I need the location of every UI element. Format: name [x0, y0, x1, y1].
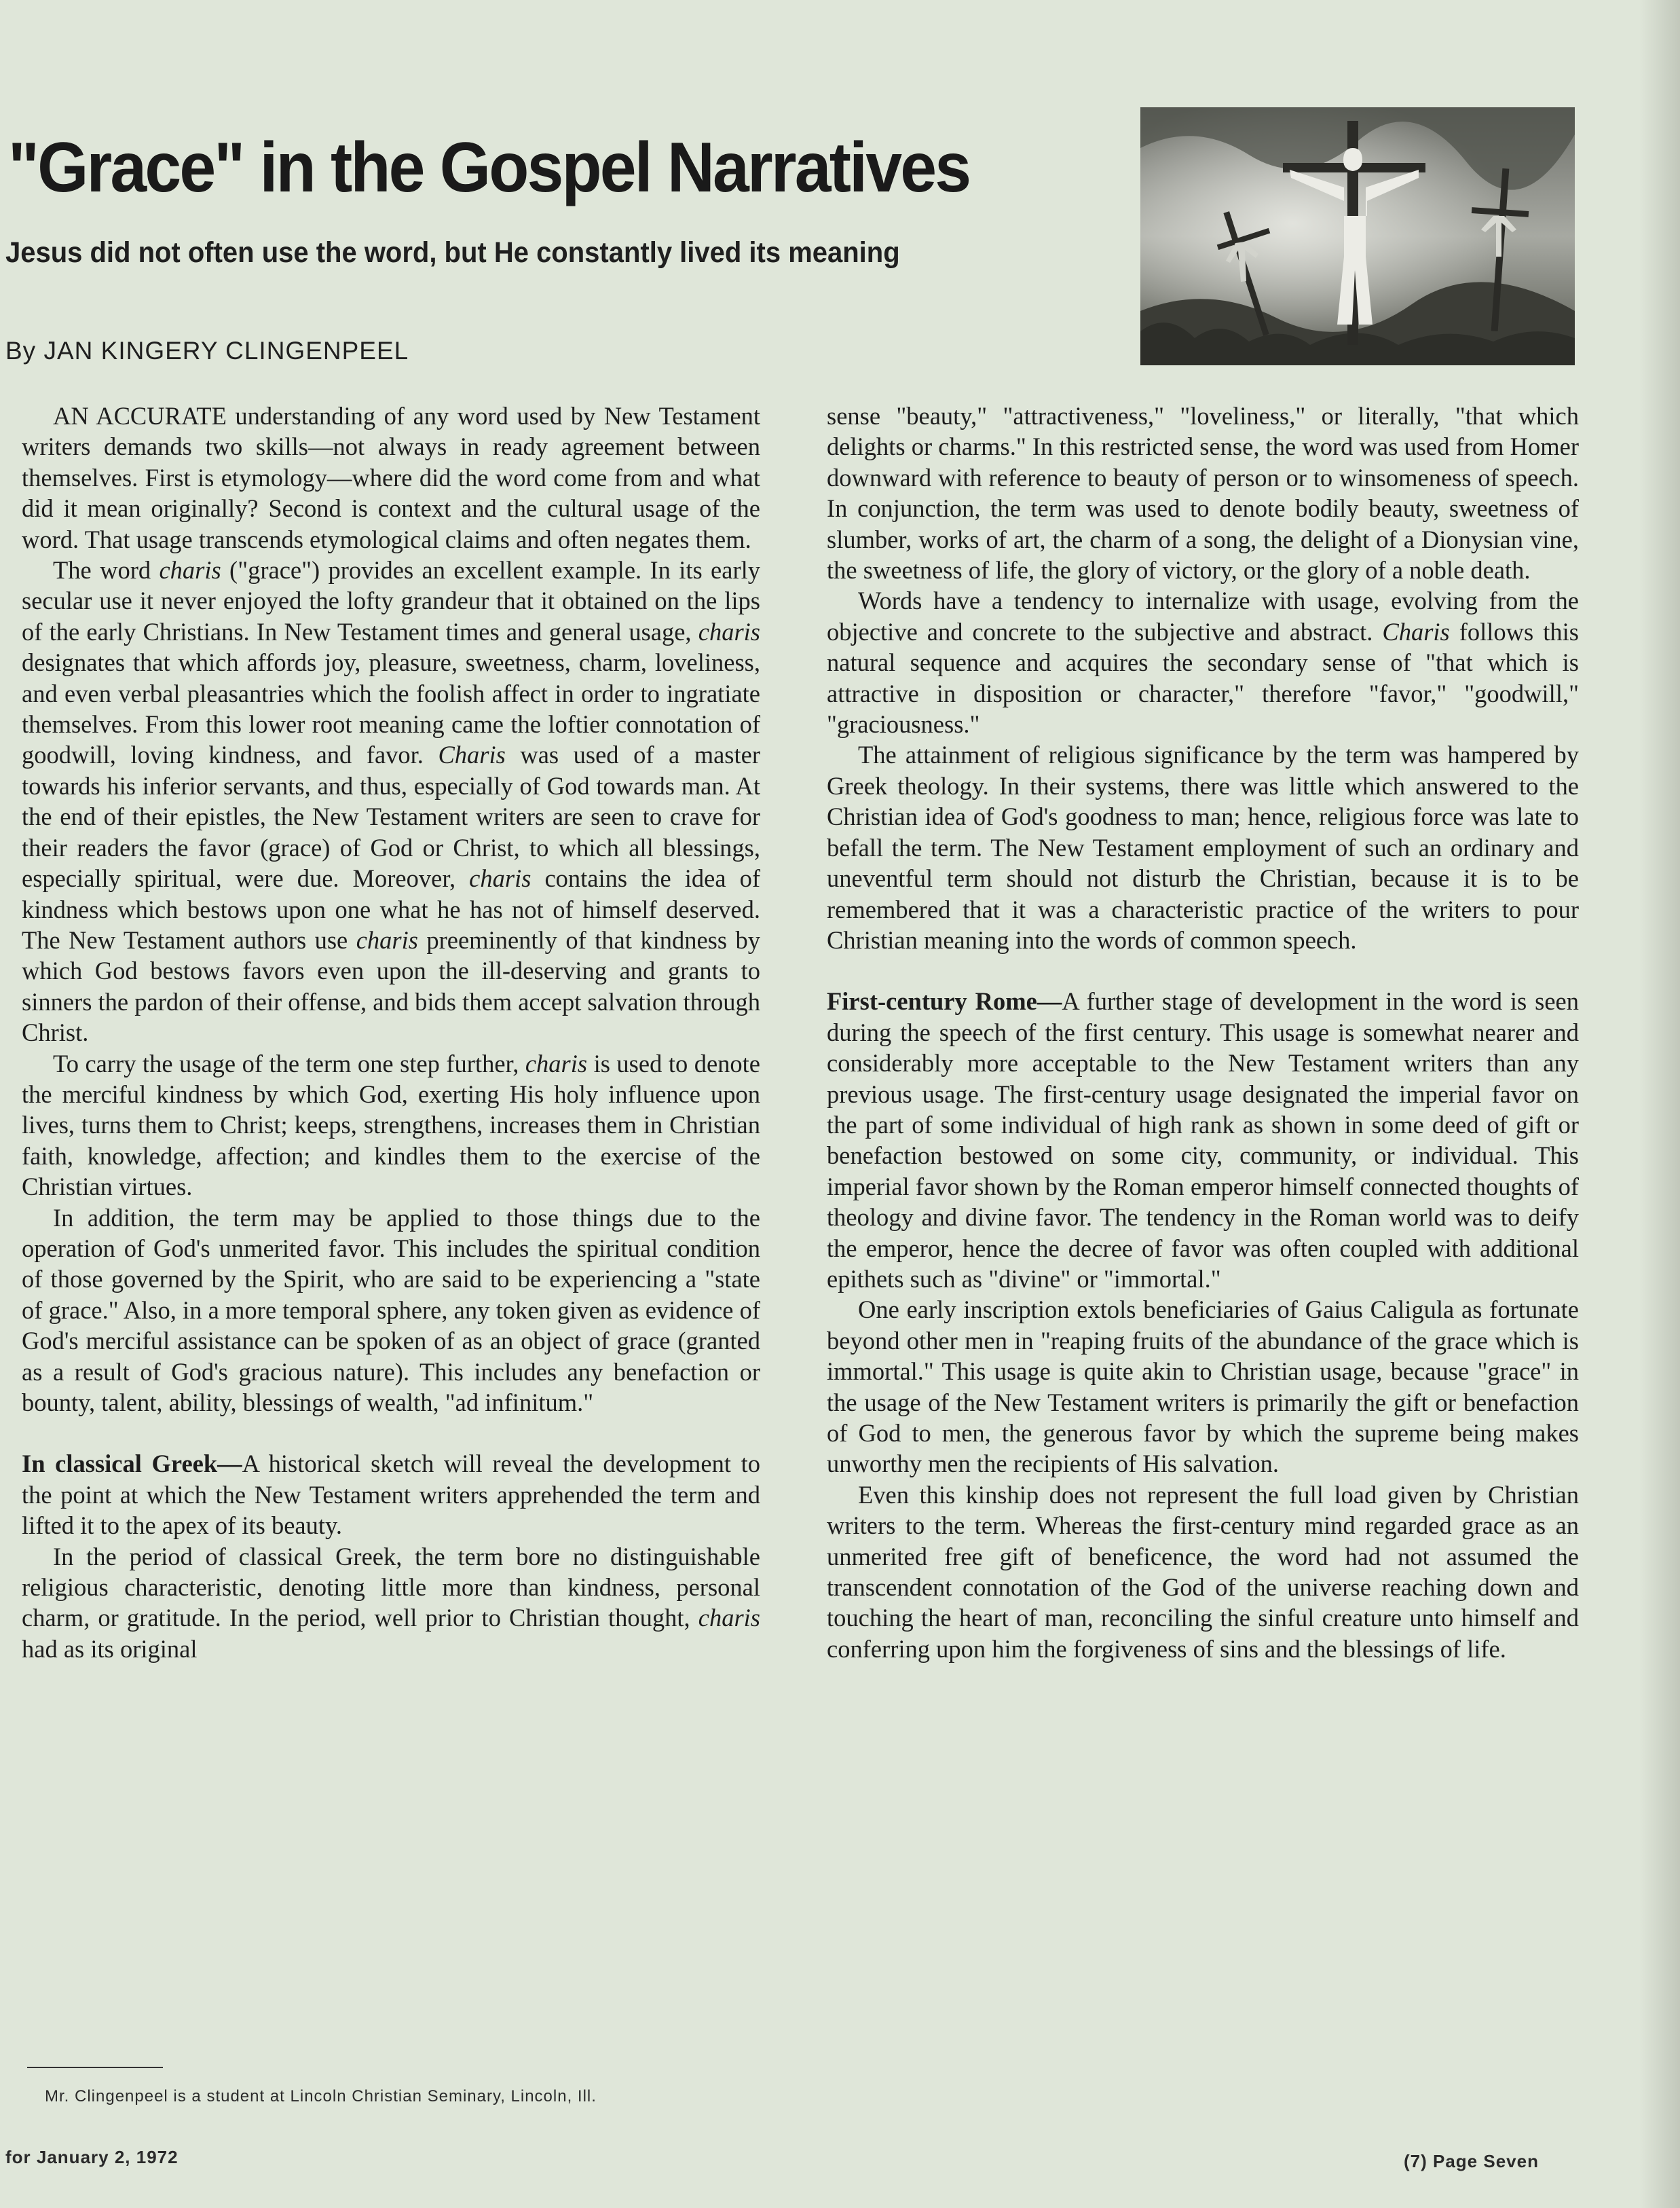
section-paragraph: In classical Greek—A historical sketch will reveal the development to the point at which the New Testament writers apprehended the term and lifted it to the apex of its beauty.: [22, 1450, 760, 1540]
paragraph: In addition, the term may be applied to those things due to the operation of God's unmerited favor. This includes the spiritual condition of those governed by the Spirit, who are said to be experiencing a "state of grace." Also, in a more temporal sphere, any token given as evidence of God's merciful assistance can be spoken of as an object of grace (granted as a result of God's gracious nature). This includes any benefaction or bounty, talent, ability, blessings of wealth, "ad infinitum.": [22, 1203, 760, 1416]
article-byline: By JAN KINGERY CLINGENPEEL: [5, 337, 409, 365]
page-number: (7) Page Seven: [1404, 2151, 1539, 2171]
paragraph: AN ACCURATE understanding of any word used by New Testament writers demands two skills—not always in ready agreement between themselves. First is etymology—where did the word come from and what did it mean originally? Second is context and the cultural usage of the word. That usage transcends etymological claims and often negates them.: [22, 402, 760, 553]
paragraph: The attainment of religious significance by the term was hampered by Greek theology. In their systems, there was little which answered to the Christian idea of God's goodness to man; hence, religious force was late to befall the term. The New Testament employment of such an ordinary and uneventful term should not disturb the Christian, because it is to be remembered that it was a characteristic practice of the writers to pour Christian meaning into the words of common speech.: [827, 741, 1579, 954]
issue-date: for January 2, 1972: [5, 2147, 179, 2167]
section-heading: First-century Rome—: [827, 987, 1062, 1016]
paragraph: Words have a tendency to internalize with usage, evolving from the objective and concrete to the subjective and abstract. Charis follows this natural sequence and acquires the secondary sense of "that which is attractive in disposition or character," therefore "favor," "goodwill," "graciousness.": [827, 587, 1579, 739]
section-heading: In classical Greek—: [22, 1450, 242, 1478]
section-paragraph: First-century Rome—A further stage of development in the word is seen during the speech of the first century. This usage is somewhat nearer and considerably more acceptable to the New Testament writers than any previous usage. The first-century usage designated the imperial favor on the part of some individual of high rank as shown in some deed of gift or benefaction bestowed on some city, community, or individual. This imperial favor shown by the Roman emperor himself connected thoughts of theology and divine favor. The tendency in the Roman world was to deify the emperor, hence the decree of favor was often coupled with additional epithets such as "divine" or "immortal.": [827, 987, 1579, 1293]
paragraph: Even this kinship does not represent the full load given by Christian writers to the term. Whereas the first-century mind regarded grace as an unmerited free gift of beneficence, the word had not assumed the transcendent connotation of the God of the universe reaching down and touching the heart of man, reconciling the sinful creature unto himself and conferring upon him the forgiveness of sins and the blessings of life.: [827, 1480, 1579, 1663]
page-edge-shadow: [1639, 0, 1680, 2208]
paragraph: sense "beauty," "attractiveness," "loveliness," or literally, "that which delights or charms." In this restricted sense, the word was used from Homer downward with reference to beauty of person or to winsomeness of speech. In conjunction, the term was used to denote bodily beauty, sweetness of slumber, works of art, the charm of a song, the delight of a Dionysian vine, the sweetness of life, the glory of victory, or the glory of a noble death.: [827, 402, 1579, 585]
article-column-right: [827, 401, 1579, 1664]
crucifixion-illustration: [1140, 107, 1575, 365]
paragraph: One early inscription extols beneficiaries of Gaius Caligula as fortunate beyond other men in "reaping fruits of the abundance of the grace which is immortal." This usage is quite akin to Christian usage, because "grace" in the usage of the New Testament writers is primarily the gift or benefaction of God to men, the generous favor by which the supreme being makes unworthy men the recipients of His salvation.: [827, 1295, 1579, 1478]
article-subtitle: Jesus did not often use the word, but He constantly lived its meaning: [5, 236, 900, 269]
footnote-rule: [27, 2067, 163, 2068]
paragraph: The word charis ("grace") provides an excellent example. In its early secular use it never enjoyed the lofty grandeur that it obtained on the lips of the early Christians. In New Testament times and general usage, charis designates that which affords joy, pleasure, sweetness, charm, loveliness, and even verbal pleasantries which the foolish affect in order to ingratiate themselves. From this lower root meaning came the loftier connotation of goodwill, loving kindness, and favor. Charis was used of a master towards his inferior servants, and thus, especially of God towards man. At the end of their epistles, the New Testament writers are seen to crave for their readers the favor (grace) of God or Christ, to which all blessings, especially spiritual, were due. Moreover, charis contains the idea of kindness which bestows upon one what he has not of himself deserved. The New Testament authors use charis preeminently of that kindness by which God bestows favors even upon the ill-deserving and grants to sinners the pardon of their offense, and bids them accept salvation through Christ.: [22, 556, 761, 1047]
article-column-left: [22, 401, 760, 1664]
author-footnote: Mr. Clingenpeel is a student at Lincoln Christian Seminary, Lincoln, Ill.: [45, 2087, 597, 2105]
paragraph: In the period of classical Greek, the term bore no distinguishable religious characteristic, denoting little more than kindness, personal charm, or gratitude. In the period, well prior to Christian thought, charis had as its original: [22, 1542, 760, 1663]
article-title: "Grace" in the Gospel Narratives: [8, 128, 970, 207]
paragraph: To carry the usage of the term one step further, charis is used to denote the merciful kindness by which God, exerting His holy influence upon lives, turns them to Christ; keeps, strengthens, increases them in Christian faith, knowledge, affection; and kindles them to the exercise of the Christian virtues.: [22, 1049, 760, 1201]
